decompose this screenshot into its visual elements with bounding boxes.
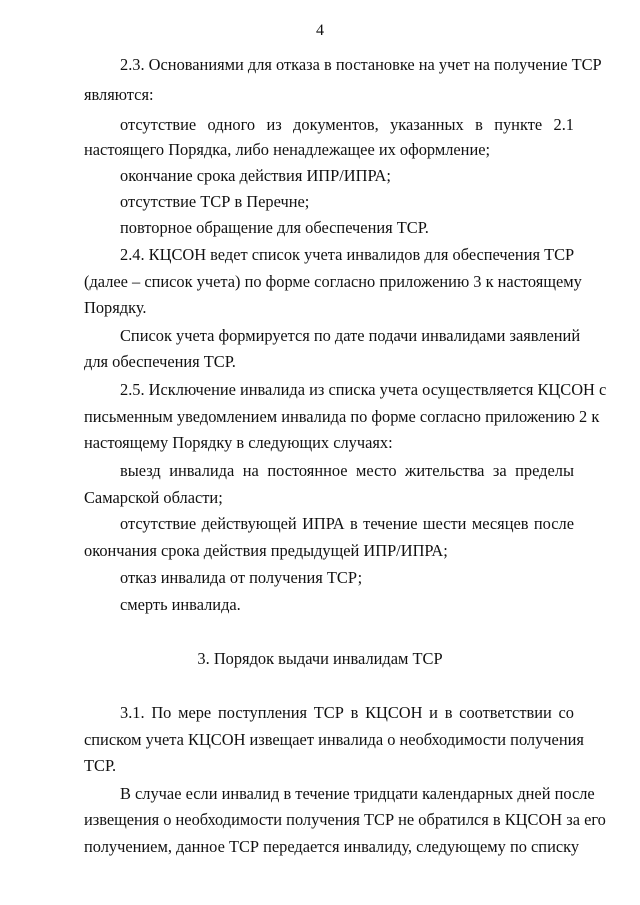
text-line: являются: [84, 85, 154, 104]
text-line: отсутствие ТСР в Перечне; [120, 192, 310, 211]
text-line: отсутствие одного из документов, указанных в пункте 2.1 [120, 115, 574, 134]
text-line: Список учета формируется по дате подачи инвалидами заявлений [120, 326, 581, 345]
text-line: для обеспечения ТСР. [84, 352, 236, 371]
text-line: 2.5. Исключение инвалида из списка учета осуществляется КЦСОН с [120, 380, 607, 399]
text-line: выезд инвалида на постоянное место жительства за пределы [120, 461, 574, 480]
text-line: смерть инвалида. [120, 595, 241, 614]
text-line: 3.1. По мере поступления ТСР в КЦСОН и в соответствии со [120, 703, 574, 722]
text-line: настоящего Порядка, либо ненадлежащее их оформление; [84, 140, 491, 159]
text-line: Самарской области; [84, 488, 223, 507]
section-heading: 3. Порядок выдачи инвалидам ТСР [197, 649, 443, 668]
text-line: Порядку. [84, 298, 147, 317]
text-line: ТСР. [84, 756, 117, 775]
text-line: (далее – список учета) по форме согласно приложению 3 к настоящему [84, 272, 582, 291]
text-line: извещения о необходимости получения ТСР не обратился в КЦСОН за его [84, 810, 606, 829]
text-line: 2.3. Основаниями для отказа в постановке на учет на получение ТСР [120, 55, 602, 74]
text-line: отказ инвалида от получения ТСР; [120, 568, 363, 587]
text-line: письменным уведомлением инвалида по форме согласно приложению 2 к [84, 407, 600, 426]
text-line: получением, данное ТСР передается инвалиду, следующему по списку [84, 837, 580, 856]
text-line: В случае если инвалид в течение тридцати календарных дней после [120, 784, 595, 803]
text-line: 2.4. КЦСОН ведет список учета инвалидов для обеспечения ТСР [120, 245, 575, 264]
page-number: 4 [316, 22, 324, 39]
text-line: списком учета КЦСОН извещает инвалида о необходимости получения [84, 730, 584, 749]
text-line: отсутствие действующей ИПРА в течение шести месяцев после [120, 514, 574, 533]
text-line: окончания срока действия предыдущей ИПР/ИПРА; [84, 541, 448, 560]
text-line: окончание срока действия ИПР/ИПРА; [120, 166, 391, 185]
text-line: повторное обращение для обеспечения ТСР. [120, 218, 429, 237]
text-line: настоящему Порядку в следующих случаях: [84, 433, 393, 452]
